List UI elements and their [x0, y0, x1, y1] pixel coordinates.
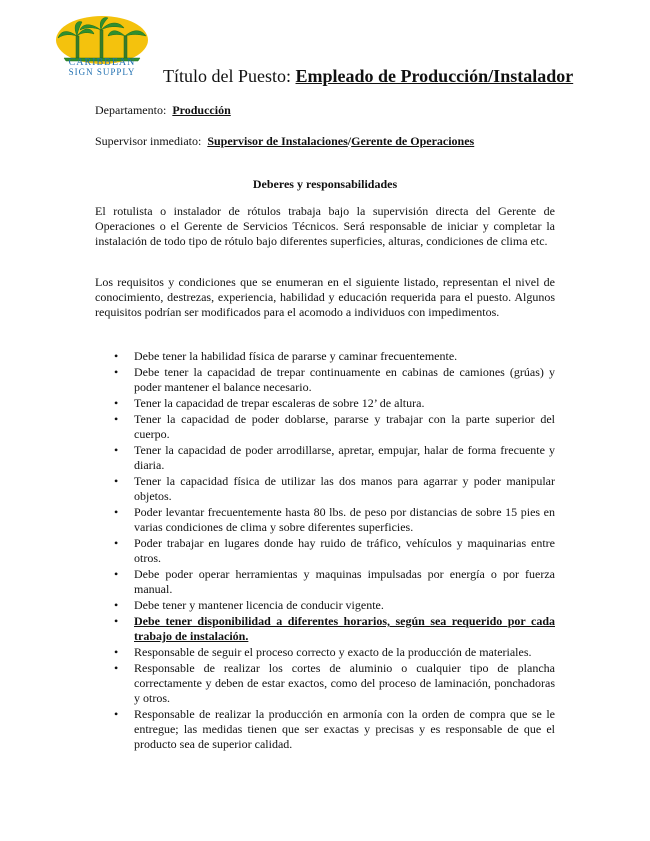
list-item — [95, 443, 555, 473]
bullet-icon: • — [114, 661, 119, 675]
logo-text-caribbean: CARIBBEAN — [68, 57, 136, 68]
list-item-text: Responsable de realizar la producción en armonía con la orden de compra que se le entregue; las medidas tienen que ser exactas y precisas y es responsable de que el producto sea de superior calidad. — [134, 707, 555, 751]
section-heading: Deberes y responsabilidades — [252, 177, 398, 191]
supervisor-label: Supervisor inmediato: — [95, 134, 202, 148]
list-item-text: Tener la capacidad de trepar escaleras de sobre 12’ de altura. — [134, 396, 425, 410]
list-item-text: Responsable de seguir el proceso correcto y exacto de la producción de materiales. — [134, 645, 532, 659]
supervisor-separator: / — [347, 134, 352, 148]
list-item — [95, 474, 555, 504]
bullet-icon: • — [114, 412, 119, 426]
list-item — [95, 349, 555, 364]
bullet-icon: • — [114, 567, 119, 581]
bullet-icon: • — [114, 365, 119, 379]
supervisor-value-1: Supervisor de Instalaciones — [207, 134, 348, 148]
list-item — [95, 598, 555, 613]
list-item — [95, 707, 555, 752]
list-item-text: Tener la capacidad física de utilizar las dos manos para agarrar y poder manipular objetos. — [134, 474, 555, 503]
job-title-line — [163, 66, 573, 87]
bullet-icon: • — [114, 536, 119, 550]
bullet-icon: • — [114, 505, 119, 519]
job-title-value: Empleado de Producción/Instalador — [295, 66, 574, 86]
list-item — [95, 645, 555, 660]
bullet-icon: • — [114, 645, 119, 659]
list-item — [95, 536, 555, 566]
job-title-label: Título del Puesto: — [163, 66, 291, 86]
bullet-icon: • — [114, 474, 119, 488]
supervisor-value-2: Gerente de Operaciones — [351, 134, 475, 148]
list-item-text: Debe tener la habilidad física de pararse y caminar frecuentemente. — [134, 349, 458, 363]
bullet-icon: • — [114, 443, 119, 457]
list-item-text: Tener la capacidad de poder arrodillarse, apretar, empujar, halar de forma frecuente y diaria. — [134, 443, 555, 472]
list-item-text: Debe poder operar herramientas y maquinas impulsadas por energía o por fuerza manual. — [134, 567, 555, 596]
list-item — [95, 661, 555, 706]
list-item-text: Debe tener disponibilidad a diferentes horarios, según sea requerido por cada trabajo de instalación. — [134, 614, 555, 643]
list-item — [95, 396, 555, 411]
supervisor-line — [95, 134, 474, 149]
list-item-text: Poder levantar frecuentemente hasta 80 lbs. de peso por distancias de sobre 15 pies en varias condiciones de clima y sobre diferentes superficies. — [134, 505, 555, 534]
list-item-text: Poder trabajar en lugares donde hay ruido de tráfico, vehículos y maquinarias entre otros. — [134, 536, 555, 565]
bullet-icon: • — [114, 614, 119, 628]
list-item — [95, 412, 555, 442]
list-item-text: Responsable de realizar los cortes de aluminio o cualquier tipo de plancha correctamente y deben de estar exactos, como del proceso de laminación, ponchadoras y otros. — [134, 661, 555, 705]
logo-text-sign-supply: SIGN SUPPLY — [68, 67, 136, 77]
department-line — [95, 103, 231, 118]
bullet-icon: • — [114, 707, 119, 721]
bullet-icon: • — [114, 349, 119, 363]
department-label: Departamento: — [95, 103, 167, 117]
intro-paragraph: El rotulista o instalador de rótulos trabaja bajo la supervisión directa del Gerente de Operaciones o el Gerente de Servicios Técnicos. Será responsable de iniciar y completar la instalación de todo tipo de rótulo bajo diferentes superficies, alturas, condiciones de clima etc. — [95, 204, 555, 248]
list-item — [95, 505, 555, 535]
list-item — [95, 567, 555, 597]
list-item-text: Debe tener la capacidad de trepar continuamente en cabinas de camiones (grúas) y poder mantener el balance necesario. — [134, 365, 555, 394]
requirements-list — [95, 349, 555, 753]
list-item — [95, 365, 555, 395]
bullet-icon: • — [114, 598, 119, 612]
list-item-text: Tener la capacidad de poder doblarse, pararse y trabajar con la parte superior del cuerpo. — [134, 412, 555, 441]
bullet-icon: • — [114, 396, 119, 410]
department-value: Producción — [172, 103, 231, 117]
list-item-text: Debe tener y mantener licencia de conducir vigente. — [134, 598, 384, 612]
list-item-emphasized — [95, 614, 555, 644]
requirements-paragraph: Los requisitos y condiciones que se enumeran en el siguiente listado, representan el nivel de conocimiento, destrezas, experiencia, habilidad y educación requerida para el puesto. Algunos requisitos podrían ser modificados para el acomodo a individuos con impedimentos. — [95, 275, 555, 319]
